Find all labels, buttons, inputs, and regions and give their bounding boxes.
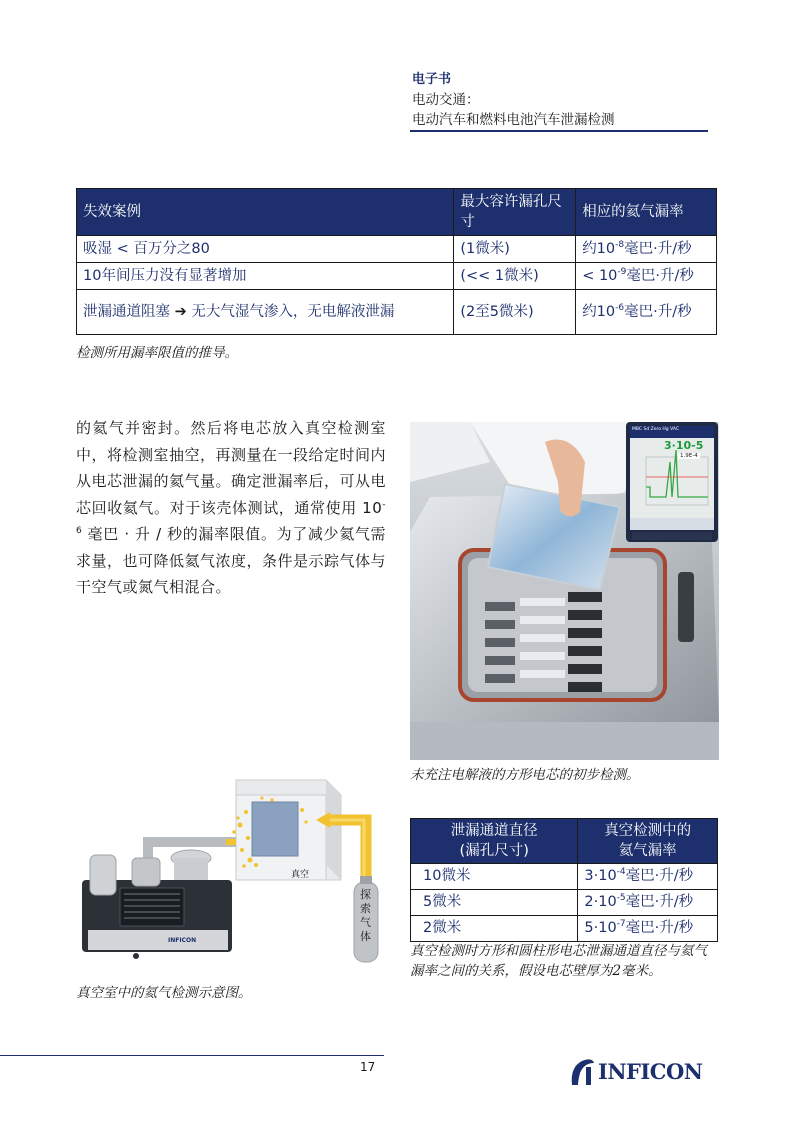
cell-case: 泄漏通道阻塞 ➔ 无大气湿气渗入，无电解液泄漏: [77, 290, 454, 335]
col-header-helium-rate: 相应的氦气漏率: [576, 189, 717, 236]
logo-text: INFICON: [598, 1059, 703, 1084]
body-paragraph: 的氦气并密封。然后将电芯放入真空检测室中，将检测室抽空，再测量在一段给定时间内从电芯泄漏的氦气量。确定泄漏率后，可从电芯回收氦气。对于该壳体测试，通常使用 $10^{-6}$ 毫巴 · 升 / 秒的漏率限值。为了减少氦气需求量，也可降低氦气浓度，条件是示踪气体与干空气或氮气相混合。: [76, 419, 387, 596]
arrow-icon: ➔: [174, 304, 187, 320]
table2-caption: 真空检测时方形和圆柱形电芯泄漏通道直径与氦气漏率之间的关系，假设电芯壁厚为2毫米。: [410, 943, 707, 979]
cell-diameter: 2微米: [411, 916, 578, 942]
cell-size: (2至5微米): [454, 290, 576, 335]
vacuum-chamber-diagram: [76, 770, 396, 978]
cell-diameter: 10微米: [411, 864, 578, 890]
cell-rate: 约$10^{-6}$毫巴·升/秒: [576, 290, 717, 335]
monitor-reading-box: 1.9E-4: [680, 453, 698, 459]
leak-limit-table: [76, 188, 717, 335]
col-header-channel-diameter: 泄漏通道直径 (漏孔尺寸): [411, 819, 578, 864]
col-header-vacuum-rate: 真空检测中的 氦气漏率: [578, 819, 718, 864]
cell-rate: < $10^{-9}$毫巴·升/秒: [576, 263, 717, 290]
col-header-failure-case: 失效案例: [77, 189, 454, 236]
col-header-max-leak-size: 最大容许漏孔尺寸: [454, 189, 576, 236]
cell-rate: 约$10^{-8}$毫巴·升/秒: [576, 236, 717, 263]
table-row: [411, 916, 718, 942]
cell-size: (<< 1微米): [454, 263, 576, 290]
leak-detector-display: [626, 422, 718, 542]
cell-rate: $3\cdot 10^{-4}$毫巴·升/秒: [578, 864, 718, 890]
table-row: [77, 263, 717, 290]
cell-case: 10年间压力没有显著增加: [77, 263, 454, 290]
instrument-brand: INFICON: [168, 937, 197, 944]
diagram-caption: 真空室中的氦气检测示意图。: [76, 985, 252, 1001]
document-header: [412, 70, 712, 130]
header-rule: [410, 130, 708, 132]
monitor-tabs: MBC Sd Zero Hg VAC: [632, 427, 679, 432]
table-row: [411, 864, 718, 890]
cell-diameter: 5微米: [411, 890, 578, 916]
inficon-logo: [568, 1057, 718, 1087]
table-header-row: [411, 819, 718, 864]
table-row: [77, 290, 717, 335]
photo-caption: 未充注电解液的方形电芯的初步检测。: [410, 767, 640, 783]
cell-case: 吸湿 < 百万分之80: [77, 236, 454, 263]
cell-rate: $2\cdot 10^{-5}$毫巴·升/秒: [578, 890, 718, 916]
table-row: [77, 236, 717, 263]
inficon-logo-icon: [568, 1057, 596, 1087]
channel-diameter-table: [410, 818, 718, 942]
cell-size: (1微米): [454, 236, 576, 263]
table-header-row: [77, 189, 717, 236]
tracer-gas-label: 探索气体: [360, 888, 371, 943]
vacuum-label: 真空: [291, 870, 310, 880]
page-number: 17: [360, 1060, 376, 1074]
table-row: [411, 890, 718, 916]
monitor-reading: 3·10-5: [664, 439, 704, 452]
footer-rule: [0, 1055, 384, 1056]
ebook-label: 电子书: [412, 72, 452, 87]
header-line-2: 电动汽车和燃料电池汽车泄漏检测: [412, 112, 615, 128]
table1-caption: 检测所用漏率限值的推导。: [76, 345, 238, 361]
cell-rate: $5\cdot 10^{-7}$毫巴·升/秒: [578, 916, 718, 942]
header-line-1: 电动交通：: [412, 92, 480, 108]
